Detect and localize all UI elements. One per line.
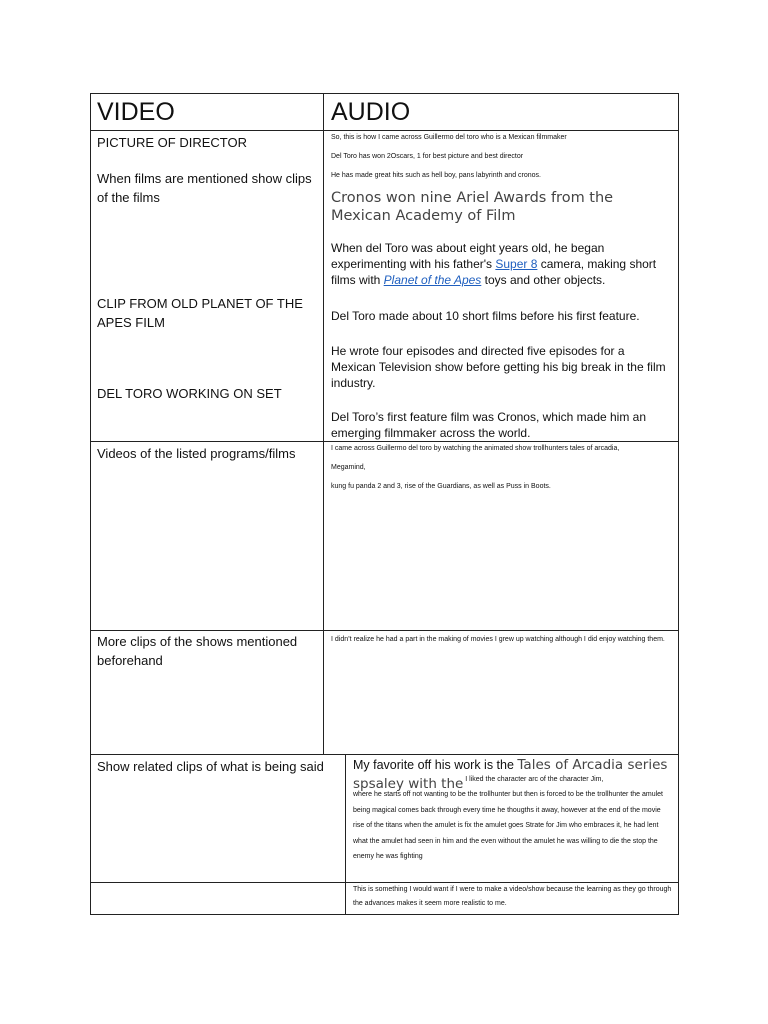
audio-paragraph-short-films: Del Toro made about 10 short films before his first feature. <box>331 309 640 323</box>
table-border-left <box>90 93 91 915</box>
video-del-toro-on-set: DEL TORO WORKING ON SET <box>97 386 282 401</box>
audio-paragraph-cronos: Del Toro’s first feature film was Cronos, which made him an emerging filmmaker across the world. <box>331 410 647 440</box>
column-divider-upper <box>323 93 324 755</box>
audio-paragraph-childhood <box>331 240 671 288</box>
column-divider-lower <box>345 754 346 915</box>
audio-ariel-awards: Cronos won nine Ariel Awards from the Mexican Academy of Film <box>331 190 614 224</box>
video-related-clips: Show related clips of what is being said <box>97 759 324 774</box>
table-border-bottom <box>90 914 679 915</box>
video-planet-of-apes-clip: CLIP FROM OLD PLANET OF THE APES FILM <box>97 296 303 330</box>
audio-paragraph-childhood-text-a: When del Toro was about eight years old, he began experimenting with his father's <box>331 241 605 271</box>
video-more-clips: More clips of the shows mentioned beforehand <box>97 634 298 668</box>
video-films-mentioned: When films are mentioned show clips of the films <box>97 171 312 205</box>
audio-paragraph-television: He wrote four episodes and directed five episodes for a Mexican Television show before getting his big break in the film industry. <box>331 344 666 390</box>
row-divider-1 <box>90 441 679 442</box>
row-divider-3 <box>90 754 679 755</box>
planet-of-the-apes-link[interactable]: Planet of the Apes <box>383 273 482 287</box>
super-8-link[interactable]: Super 8 <box>495 257 538 271</box>
header-video: VIDEO <box>97 98 175 126</box>
audio-paragraph-childhood-text-b: camera, making short films with <box>331 257 657 287</box>
audio-row4-lead-arial: Tales of Arcadia series spsaley with the <box>353 757 668 792</box>
video-listed-programs: Videos of the listed programs/films <box>97 446 296 461</box>
table-border-right <box>678 93 679 915</box>
row-divider-2 <box>90 630 679 631</box>
table-border-top <box>90 93 679 94</box>
video-picture-of-director: PICTURE OF DIRECTOR <box>97 135 247 150</box>
audio-small-line-1: So, this is how I came across Guillermo del toro who is a Mexican filmmaker <box>331 134 567 141</box>
audio-row2-line-3: kung fu panda 2 and 3, rise of the Guardians, as well as Puss in Boots. <box>331 483 551 490</box>
row-divider-header <box>90 130 679 131</box>
audio-row3-text: I didn’t realize he had a part in the making of movies I grew up watching although I did enjoy watching them. <box>331 636 665 643</box>
audio-row4-tiny-inline: I liked the character arc of the character Jim, <box>463 776 604 783</box>
audio-row5-text: This is something I would want if I were to make a video/show because the learning as they go through the advances makes it seem more realistic to me. <box>353 886 672 907</box>
audio-small-line-3: He has made great hits such as hell boy, pans labyrinth and cronos. <box>331 172 541 179</box>
header-audio: AUDIO <box>331 98 411 126</box>
audio-row2-line-2: Megamind, <box>331 464 366 471</box>
audio-row4-lead-text: My favorite off his work is the <box>353 758 518 772</box>
audio-row4-tiny-paragraph: where he starts off not wanting to be the trollhunter but then is forced to be the trollhunter the amulet being magical comes back through every time he thougths it away, however at the end of the movie rise of the titans when the amulet is fix the amulet goes Strate for Jim who embraces it, he had lent what the amulet had seen in him and the even without the amulet he was willing to die the stop the enemy he was fighting <box>353 791 664 860</box>
audio-small-line-2: Del Toro has won 2Oscars, 1 for best picture and best director <box>331 153 524 160</box>
audio-row2-line-1: I came across Guillermo del toro by watching the animated show trollhunters tales of arcadia, <box>331 445 620 452</box>
audio-paragraph-childhood-text-c: toys and other objects. <box>481 273 606 287</box>
